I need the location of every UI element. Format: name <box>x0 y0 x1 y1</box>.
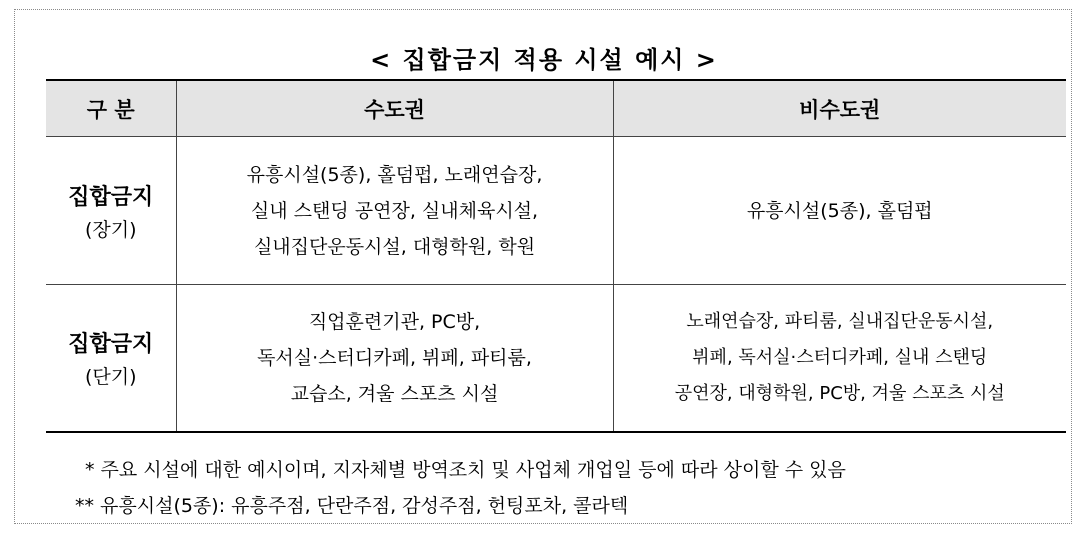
capital-facilities-line: 교습소, 겨울 스포츠 시설 <box>290 383 499 405</box>
category-label: 집합금지 <box>68 332 154 357</box>
capital-facilities-line: 실내집단운동시설, 대형학원, 학원 <box>253 235 536 258</box>
capital-facilities-line: 독서실·스터디카페, 뷔페, 파티룸, <box>257 347 532 369</box>
non-capital-facilities-line: 유흥시설(5종), 홀덤펍 <box>746 199 933 222</box>
category-cell <box>46 285 176 433</box>
non-capital-cell <box>613 137 1066 285</box>
header-non-capital-region: 비수도권 <box>613 80 1066 137</box>
capital-facilities-line: 유흥시설(5종), 홀덤펍, 노래연습장, <box>246 163 543 186</box>
footnote-disclaimer: * 주요 시설에 대한 예시이며, 지자체별 방역조치 및 사업체 개업일 등에 따라 상이할 수 있음 <box>85 459 846 481</box>
capital-facilities-line: 직업훈련기관, PC방, <box>308 311 481 333</box>
facilities-table <box>46 79 1066 433</box>
capital-cell <box>176 285 613 433</box>
document-frame <box>14 9 1072 524</box>
non-capital-facilities-line: 뷔페, 독서실·스터디카페, 실내 스탠딩 <box>692 347 988 368</box>
category-sublabel: (단기) <box>84 366 137 388</box>
category-label: 집합금지 <box>68 184 154 210</box>
footnotes <box>75 452 1065 524</box>
category-cell <box>46 137 176 285</box>
capital-facilities-line: 실내 스탠딩 공연장, 실내체육시설, <box>250 199 539 222</box>
capital-cell <box>176 137 613 285</box>
table-row-short-term <box>46 285 1066 433</box>
header-capital-region: 수도권 <box>176 80 613 137</box>
document-title: < 집합금지 적용 시설 예시 > <box>370 46 718 74</box>
non-capital-cell <box>613 285 1066 433</box>
table-header-row <box>46 80 1066 137</box>
footnote-entertainment-types: ** 유흥시설(5종): 유흥주점, 단란주점, 감성주점, 헌팅포차, 콜라텍 <box>75 495 629 517</box>
table-row-long-term <box>46 137 1066 285</box>
non-capital-facilities-line: 공연장, 대형학원, PC방, 겨울 스포츠 시설 <box>674 383 1005 404</box>
header-category: 구 분 <box>46 80 176 137</box>
category-sublabel: (장기) <box>84 218 137 241</box>
non-capital-facilities-line: 노래연습장, 파티룸, 실내집단운동시설, <box>686 311 994 332</box>
